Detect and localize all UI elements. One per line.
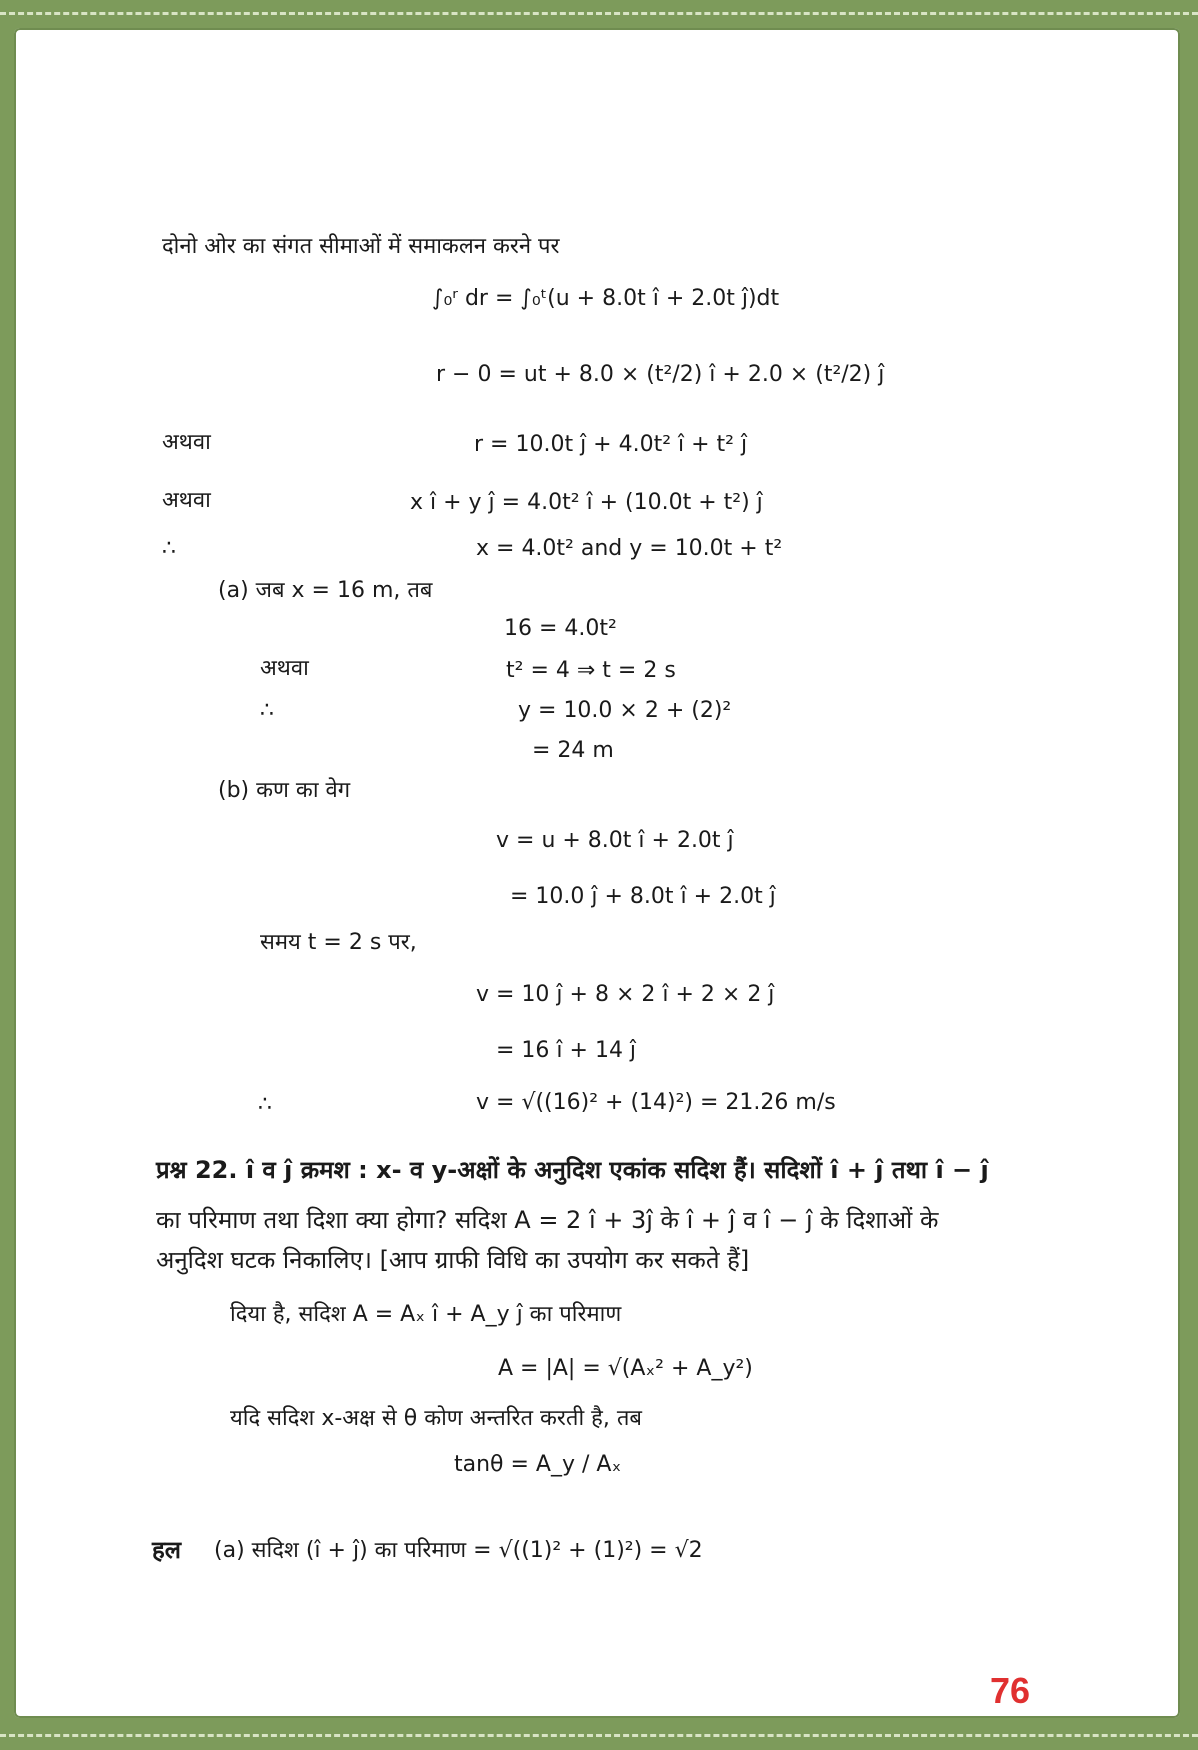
text-line: अथवा bbox=[260, 656, 309, 681]
equation: r = 10.0t ĵ + 4.0t² î + t² ĵ bbox=[474, 432, 748, 457]
text-line: दोनो ओर का संगत सीमाओं में समाकलन करने पर bbox=[162, 234, 560, 259]
text-line: यदि सदिश x-अक्ष से θ कोण अन्तरित करती है, तब bbox=[230, 1406, 642, 1431]
question-line: का परिमाण तथा दिशा क्या होगा? सदिश A = 2 î + 3ĵ के î + ĵ व î − ĵ के दिशाओं के bbox=[156, 1206, 939, 1234]
text-line: (b) कण का वेग bbox=[218, 778, 351, 803]
text-line: (a) जब x = 16 m, तब bbox=[218, 578, 433, 603]
solution-label: हल bbox=[152, 1536, 182, 1564]
text-line: (a) सदिश (î + ĵ) का परिमाण = √((1)² + (1)²) = √2 bbox=[214, 1538, 703, 1563]
text-line: दिया है, सदिश A = Aₓ î + A_y ĵ का परिमाण bbox=[230, 1302, 622, 1327]
equation: x = 4.0t² and y = 10.0t + t² bbox=[476, 536, 783, 561]
question-line: प्रश्न 22. î व ĵ क्रमश : x- व y-अक्षों के अनुदिश एकांक सदिश हैं। सदिशों î + ĵ तथा î − ĵ bbox=[156, 1156, 989, 1184]
equation: = 16 î + 14 ĵ bbox=[496, 1038, 637, 1063]
equation: 16 = 4.0t² bbox=[504, 616, 617, 641]
therefore-symbol: ∴ bbox=[162, 536, 176, 561]
therefore-symbol: ∴ bbox=[258, 1092, 272, 1117]
equation: v = u + 8.0t î + 2.0t ĵ bbox=[496, 828, 734, 853]
equation: A = |A| = √(Aₓ² + A_y²) bbox=[498, 1356, 753, 1381]
therefore-symbol: ∴ bbox=[260, 698, 274, 723]
bottom-border bbox=[0, 1734, 1198, 1737]
equation: = 10.0 ĵ + 8.0t î + 2.0t ĵ bbox=[510, 884, 776, 909]
equation: y = 10.0 × 2 + (2)² bbox=[518, 698, 732, 723]
question-line: अनुदिश घटक निकालिए। [आप ग्राफी विधि का उपयोग कर सकते हैं] bbox=[156, 1246, 750, 1274]
equation: x î + y ĵ = 4.0t² î + (10.0t + t²) ĵ bbox=[410, 490, 763, 515]
top-border bbox=[0, 12, 1198, 15]
text-line: अथवा bbox=[162, 430, 211, 455]
equation: = 24 m bbox=[532, 738, 614, 763]
equation: tanθ = A_y / Aₓ bbox=[454, 1452, 622, 1477]
text-line: समय t = 2 s पर, bbox=[260, 930, 417, 955]
equation: v = √((16)² + (14)²) = 21.26 m/s bbox=[476, 1090, 836, 1115]
equation: v = 10 ĵ + 8 × 2 î + 2 × 2 ĵ bbox=[476, 982, 775, 1007]
equation: t² = 4 ⇒ t = 2 s bbox=[506, 658, 676, 683]
equation: r − 0 = ut + 8.0 × (t²/2) î + 2.0 × (t²/2) ĵ bbox=[436, 362, 885, 387]
text-line: अथवा bbox=[162, 488, 211, 513]
equation: ∫₀ʳ dr = ∫₀ᵗ(u + 8.0t î + 2.0t ĵ)dt bbox=[432, 286, 780, 311]
page-number: 76 bbox=[990, 1670, 1031, 1711]
